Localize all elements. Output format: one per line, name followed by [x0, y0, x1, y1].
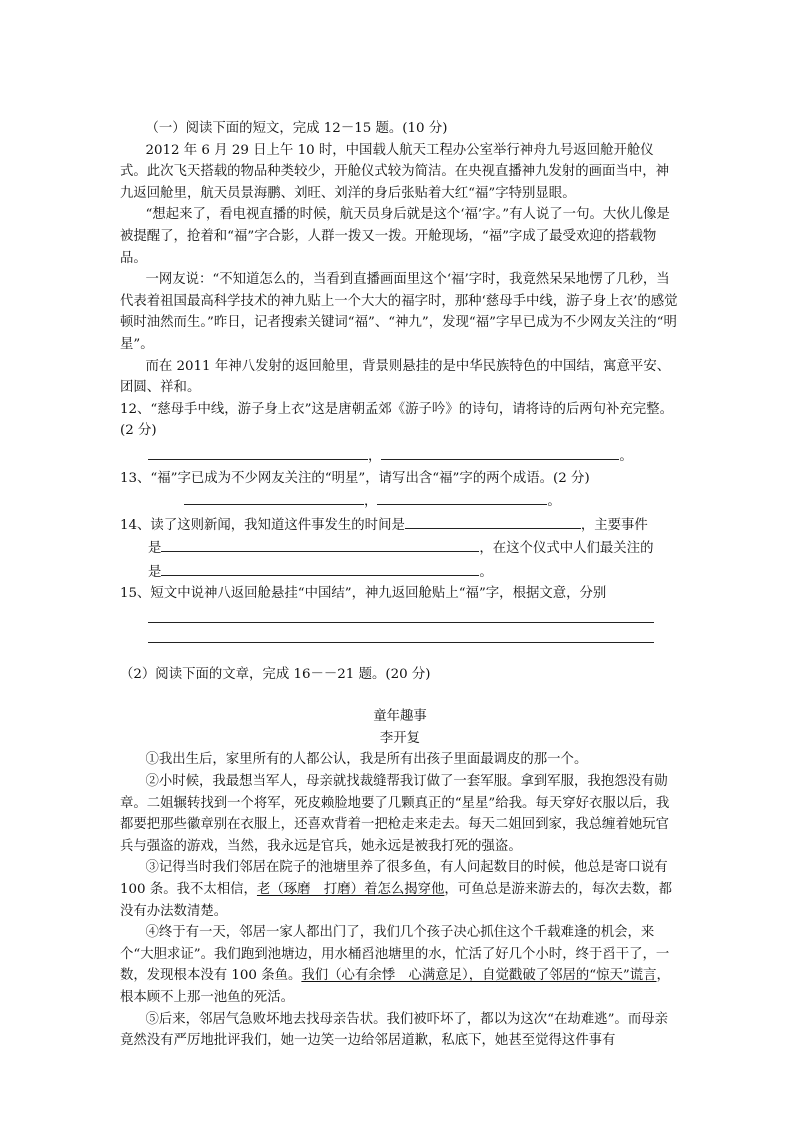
article-title: 童年趣事	[373, 709, 427, 725]
section2-header: （2）阅读下面的文章，完成 16－－21 题。(20 分)	[120, 666, 431, 682]
p4-text-b: ，根本顾不上那一池鱼的死活。	[120, 968, 670, 1005]
q14-text-d: ，在这个仪式中人们最关注的	[479, 541, 654, 557]
question-14-line-3	[120, 560, 680, 584]
q12-comma: ，	[368, 448, 382, 464]
section1-paragraph-4: 而在 2011 年神八发射的返回舱里，背景则悬挂的是中华民族特色的中国结，寓意平安、团圆、祥和。	[120, 358, 671, 396]
q13-period: 。	[547, 494, 561, 510]
article-paragraph-4	[120, 922, 680, 1008]
q13-blank-1[interactable]	[184, 489, 364, 505]
p3-underlined-phrase: 老（琢磨 打磨）着怎么揭穿他	[256, 882, 445, 897]
article-paragraph-1: ①我出生后，家里所有的人都公认，我是所有出孩子里面最调皮的那一个。	[145, 752, 588, 768]
q12-blank-2[interactable]	[381, 444, 619, 460]
question-13-answer	[120, 489, 680, 513]
question-14-line-1	[120, 513, 680, 537]
question-15: 15、短文中说神八返回舱悬挂“中国结”，神九返回舱贴上“福”字，根据文意，分别	[120, 586, 607, 602]
article-paragraph-5: ⑤后来，邻居气急败坏地去找母亲告状。我们被吓坏了，都以为这次“在劫难逃”。而母亲竟然没有严厉地批评我们，她一边笑一边给邻居道歉，私底下，她甚至觉得这件事有	[120, 1011, 668, 1049]
question-13: 13、“福”字已成为不少网友关注的“明星”，请写出含“福”字的两个成语。(2 分)	[120, 470, 590, 486]
question-14-line-2	[120, 536, 680, 560]
q14-period: 。	[479, 564, 493, 580]
section1-paragraph-2: “想起来了，看电视直播的时候，航天员身后就是这个‘福’字。”有人说了一句。大伙儿像是被提醒了，抢着和“福”字合影，人群一拨又一拨。开舱现场，“福”字成了最受欢迎的搭载物品。	[120, 207, 670, 266]
q13-comma: ，	[364, 494, 378, 510]
p4-underlined-phrase: 我们（心有余悸 心满意足），自觉戳破了邻居的“惊天”谎言	[301, 968, 657, 984]
q14-blank-time[interactable]	[405, 513, 581, 529]
q12-period: 。	[619, 448, 633, 464]
q15-answer-line-1[interactable]	[120, 605, 680, 627]
q12-blank-1[interactable]	[148, 444, 368, 460]
q14-text-a: 14、读了这则新闻，我知道这件事发生的时间是	[120, 517, 405, 533]
article-paragraph-2: ②小时候，我最想当军人，母亲就找裁缝帮我订做了一套军服。拿到军服，我抱怨没有勋章。二姐辗转找到一个将军，死皮赖脸地要了几颗真正的“星星”给我。每天穿好衣服以后，我都要把那些徽章别在衣服上，还喜欢背着一把枪走来走去。每天二姐回到家，我总缠着她玩官兵与强盗的游戏，当然，我永远是官兵，她永远是被我打死的强盗。	[120, 774, 670, 854]
q14-blank-focus[interactable]	[161, 560, 479, 576]
article-paragraph-3	[120, 857, 680, 922]
section1-paragraph-1: 2012 年 6 月 29 日上午 10 时，中国载人航天工程办公室举行神舟九号返回舱开舱仪式。此次飞天搭载的物品种类较少，开舱仪式较为简洁。在央视直播神九发射的画面当中，神九返回舱里，航天员景海鹏、刘旺、刘洋的身后张贴着大红“福”字特别显眼。	[120, 142, 670, 201]
q14-text-c: 是	[148, 541, 162, 557]
section1-header: （一）阅读下面的短文，完成 12－15 题。(10 分)	[145, 121, 448, 136]
q14-blank-event[interactable]	[161, 536, 479, 552]
q14-text-e: 是	[148, 564, 162, 580]
q14-text-b: ，主要事件	[580, 517, 648, 533]
question-12: 12、“慈母手中线，游子身上衣”这是唐朝孟郊《游子吟》的诗句，请将诗的后两句补充完整。(2 分)	[120, 401, 673, 439]
q13-blank-2[interactable]	[377, 489, 547, 505]
article-author: 李开复	[379, 730, 421, 746]
p3-text-b: ，可鱼总是游来游去的，每次去数，都没有办法数清楚。	[120, 882, 673, 919]
question-12-answer	[120, 444, 680, 468]
p4-text-a: ④终于有一天，邻居一家人都出门了，我们几个孩子决心抓住这个千载难逢的机会，来个“大胆求证”。我们跑到池塘边，用水桶舀池塘里的水，忙活了好几个小时，终于舀干了，一数，发现根本没有 100 条鱼。	[120, 925, 670, 984]
document-content	[120, 118, 680, 1052]
p3-text-a: ③记得当时我们邻居在院子的池塘里养了很多鱼，有人问起数目的时候，他总是寄口说有 100 条。我不太相信，	[120, 860, 668, 897]
section1-paragraph-3: 一网友说：“不知道怎么的，当看到直播画面里这个‘福’字时，我竟然呆呆地愣了几秒，当代表着祖国最高科学技术的神九贴上一个大大的福字时，那种‘慈母手中线，游子身上衣’的感觉顿时油然而生。”昨日，记者搜索关键词“福”、“神九”，发现“福”字早已成为不少网友关注的“明星”。	[120, 272, 678, 352]
q15-answer-line-2[interactable]	[120, 627, 680, 643]
